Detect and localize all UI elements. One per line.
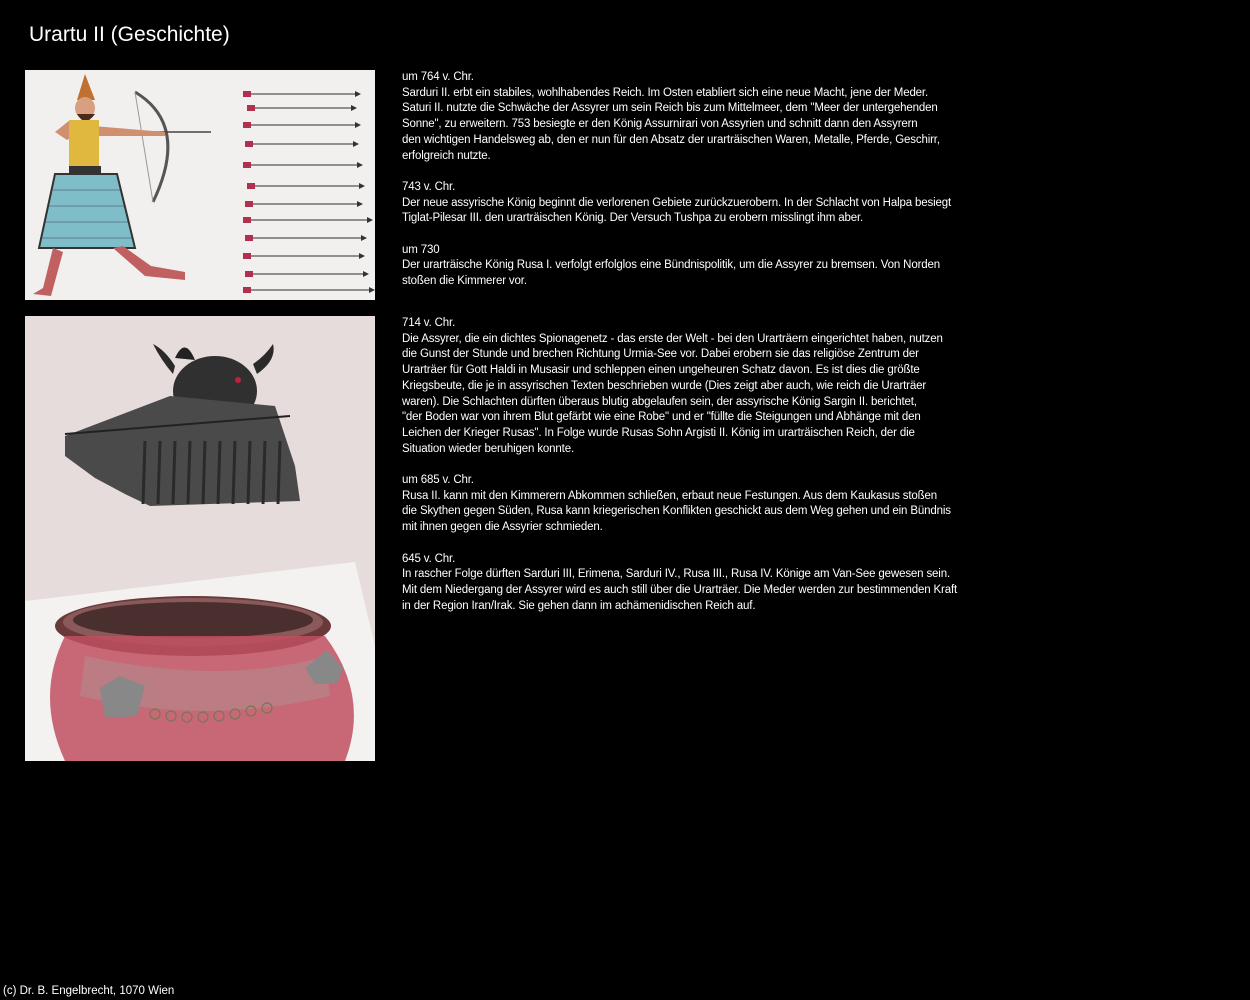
bull-and-cauldron-image — [25, 316, 375, 761]
history-entry — [402, 243, 1022, 290]
entry-text: Sarduri II. erbt ein stabiles, wohlhabendes Reich. Im Osten etabliert sich eine neue Macht, jene der Meder. Saturi II. nutzte die Schwäche der Assyrer um sein Reich bis zum Mittelmeer, dem "Meer der untergehenden Sonne", zu erweitern. 753 besiegte er den König Assurnirari von Assyrien und schnitt dann den Assyrern den wichtigen Handelsweg ab, den er nun für den Absatz der urarträischen Waren, Metalle, Pferde, Geschirr, erfolgreich nutzte. — [402, 86, 940, 162]
history-entry — [402, 552, 1022, 615]
entry-text: Die Assyrer, die ein dichtes Spionagenetz - das erste der Welt - bei den Urarträern eingerichtet haben, nutzen die Gunst der Stunde und brechen Richtung Urmia-See vor. Dabei erobern sie das religiöse Zentrum der Urarträer für Gott Haldi in Musasir und schleppen einen ungeheuren Schatz davon. Es ist dies die größte Kriegsbeute, die je in assyrischen Texten beschrieben wurde (Dies zeigt aber auch, wie reich die Urarträer waren). Die Schlachten dürften überaus blutig abgelaufen sein, der assyrische König Sargin II. berichtet, "der Boden war von ihrem Blut gefärbt wie eine Robe" und er "füllte die Steigungen und Abhänge mit den Leichen der Krieger Rusas". In Folge wurde Rusas Sohn Argisti II. König im urarträischen Reich, der die Situation wieder beruhigen konnte. — [402, 332, 943, 455]
archer-image[interactable] — [25, 70, 375, 300]
history-text-lower — [402, 316, 1022, 630]
entry-text: In rascher Folge dürften Sarduri III, Erimena, Sarduri IV., Rusa III., Rusa IV. Könige am Van-See gewesen sein. Mit dem Niedergang der Assyrer wird es auch still über die Urarträer. Die Meder werden zur bestimmenden Kraft in der Region Iran/Irak. Sie gehen dann im achämenidischen Reich auf. — [402, 568, 958, 612]
history-entry — [402, 70, 1022, 164]
archer-drawing-image — [25, 70, 375, 300]
entry-date: 645 v. Chr. — [402, 552, 456, 565]
entry-date: um 730 — [402, 243, 440, 256]
history-entry — [402, 316, 1022, 457]
entry-text: Der urarträische König Rusa I. verfolgt erfolglos eine Bündnispolitik, um die Assyrer zu bremsen. Von Norden stoßen die Kimmerer vor. — [402, 259, 940, 288]
page-title: Urartu II (Geschichte) — [29, 23, 230, 46]
entry-date: 743 v. Chr. — [402, 180, 456, 193]
history-text-upper — [402, 70, 1022, 306]
history-entry — [402, 473, 1022, 536]
entry-date: um 764 v. Chr. — [402, 71, 474, 83]
entry-text: Rusa II. kann mit den Kimmerern Abkommen schließen, erbaut neue Festungen. Aus dem Kaukasus stoßen die Skythen gegen Süden, Rusa kann kriegerischen Konflikten geschickt aus dem Weg gehen und ein Bündnis mit ihnen gegen die Assyrier schmieden. — [402, 489, 951, 534]
entry-text: Der neue assyrische König beginnt die verlorenen Gebiete zurückzuerobern. In der Schlacht von Halpa besiegt Tiglat-Pilesar III. den urarträischen König. Der Versuch Tushpa zu erobern misslingt ihm aber. — [402, 196, 952, 225]
entry-date: 714 v. Chr. — [402, 317, 456, 329]
artifact-image[interactable] — [25, 316, 375, 761]
history-entry — [402, 180, 1022, 227]
entry-date: um 685 v. Chr. — [402, 474, 474, 487]
copyright-footer: (c) Dr. B. Engelbrecht, 1070 Wien — [3, 985, 175, 997]
